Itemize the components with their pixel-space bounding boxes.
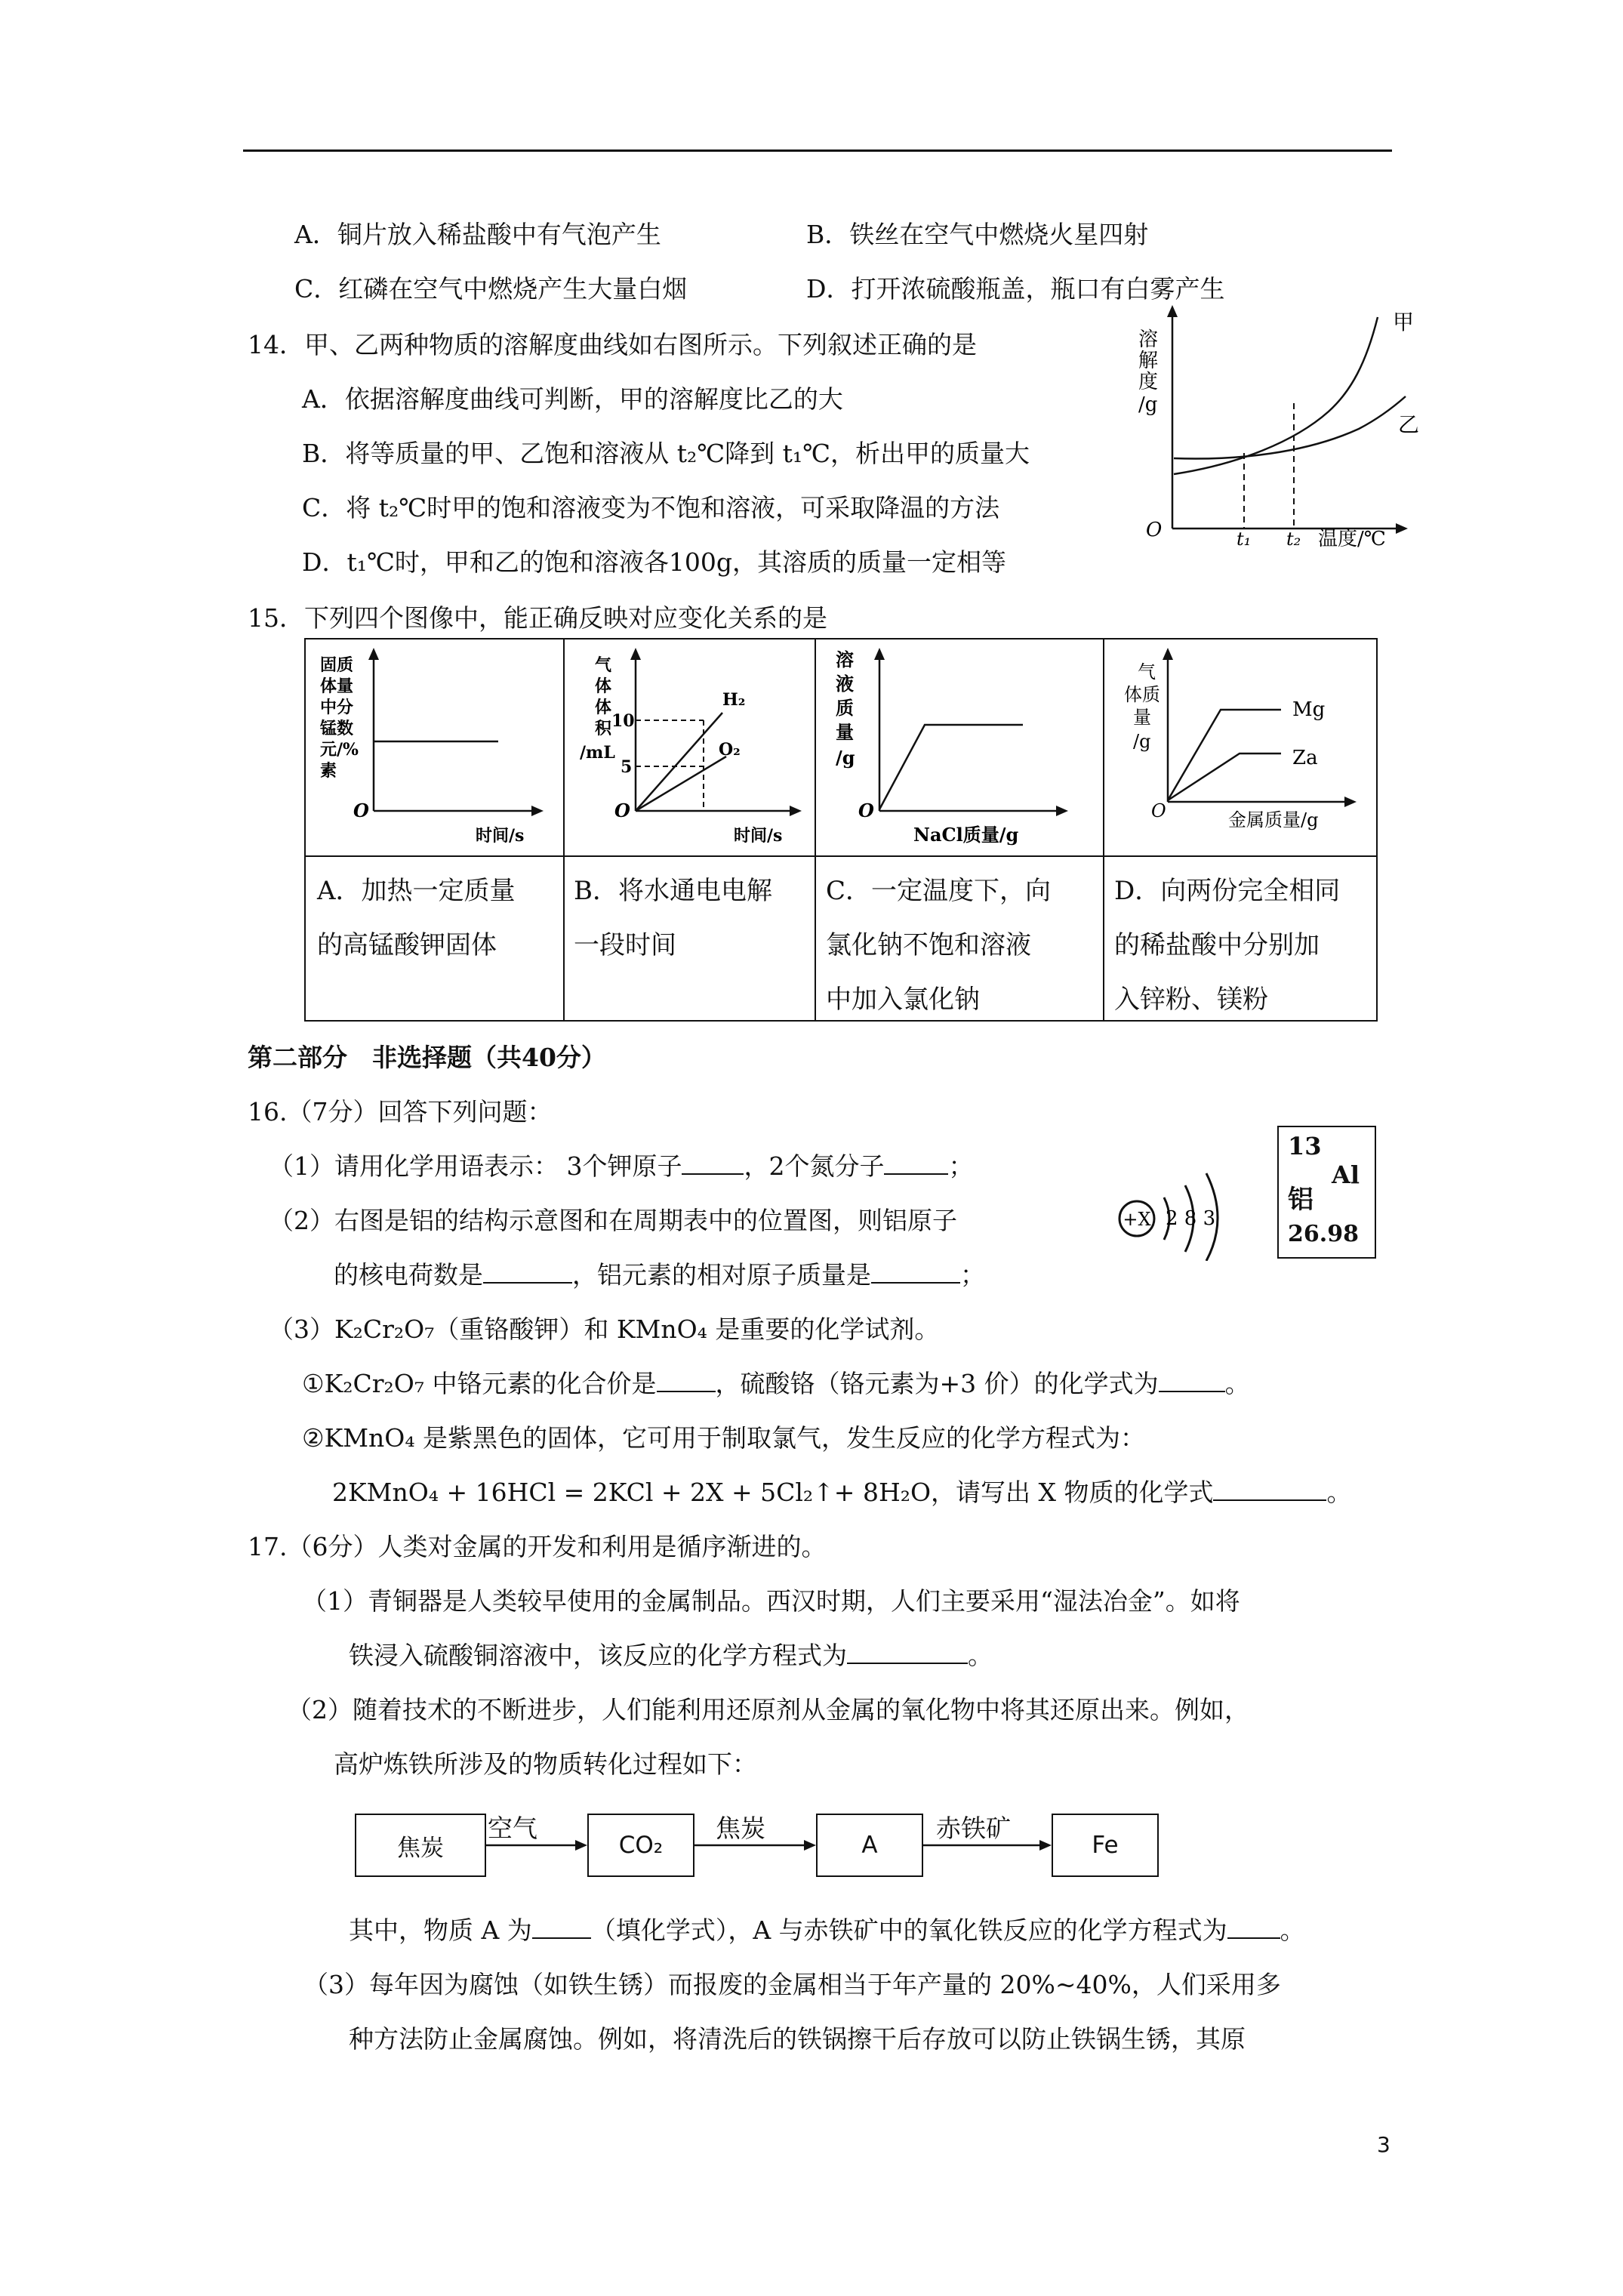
q16-blank-chromium-sulfate[interactable] (1159, 1368, 1225, 1392)
q14-ylabel-4: /g (1138, 393, 1158, 416)
q15a-ylabel-6: 素 (320, 761, 337, 781)
q15d-label-mg: Mg (1292, 698, 1326, 721)
q16-part2: （2）右图是铝的结构示意图和在周期表中的位置图，则铝原子 (269, 1206, 957, 1235)
q15-graph-d (1107, 643, 1373, 852)
q15b-label-o2: O₂ (719, 740, 741, 760)
q17-part1-line2: 铁浸入硫酸铜溶液中，该反应的化学方程式为 。 (349, 1641, 993, 1670)
page-number: 3 (1377, 2132, 1390, 2157)
part2-title: 第二部分 非选择题（共40分） (248, 1043, 606, 1072)
q15b-tick-5: 5 (621, 757, 633, 777)
q15d-ylabel-1: 气 (1138, 661, 1156, 683)
q14-curve-label-jia: 甲 (1393, 310, 1415, 334)
q15-caption-a-line1: A．加热一定质量 (317, 876, 516, 906)
flow-arrows (486, 1812, 1166, 1880)
q14-option-d: D．t₁℃时，甲和乙的饱和溶液各100g，其溶质的质量一定相等 (302, 547, 1006, 577)
q15d-origin: O (1151, 800, 1166, 821)
q17-part3-line2: 种方法防止金属腐蚀。例如，将清洗后的铁锅擦干后存放可以防止铁锅生锈，其原 (349, 2024, 1246, 2054)
q17-part1: （1）青铜器是人类较早使用的金属制品。西汉时期，人们主要采用“湿法冶金”。如将 (302, 1586, 1240, 1616)
q15c-ylabel-3: 质 (836, 697, 854, 719)
q16-part3c: 2KMnO₄ + 16HCl = 2KCl + 2X + 5Cl₂↑+ 8H₂O，请写出 X 物质的化学式 。 (332, 1478, 1352, 1507)
q14-option-c: C．将 t₂℃时甲的饱和溶液变为不饱和溶液，可采取降温的方法 (302, 493, 1000, 522)
q15c-ylabel-4: 量 (836, 721, 854, 743)
q15c-xlabel: NaCl质量/g (913, 824, 1019, 846)
q15d-ylabel-2: 体质 (1124, 684, 1160, 705)
aluminum-atom-structure-diagram (1102, 1155, 1246, 1261)
q15b-ylabel-3: 体 (595, 698, 612, 717)
q15b-ylabel-2: 体 (595, 676, 612, 696)
q15-stem: 15．下列四个图像中，能正确反映对应变化关系的是 (248, 603, 827, 633)
q15b-ylabel-5: /mL (580, 743, 615, 763)
q14-option-b: B．将等质量的甲、乙饱和溶液从 t₂℃降到 t₁℃，析出甲的质量大 (302, 439, 1030, 468)
q14-option-a: A．依据溶解度曲线可判断，甲的溶解度比乙的大 (302, 384, 843, 414)
flow-box-fe: Fe (1052, 1814, 1159, 1877)
q15b-ylabel-4: 积 (595, 719, 612, 738)
q17-blank-a-formula[interactable] (532, 1915, 591, 1939)
q14-t1: t₁ (1236, 529, 1252, 550)
q13-option-a: A．铜片放入稀盐酸中有气泡产生 (294, 220, 661, 249)
q13-option-b: B．铁丝在空气中燃烧火星四射 (806, 220, 1149, 249)
flow-box-coke: 焦炭 (355, 1814, 486, 1877)
q15-graph-c (819, 643, 1100, 852)
q16-part2-line2: 的核电荷数是 ，铝元素的相对原子质量是 ； (334, 1260, 985, 1290)
q15a-xlabel: 时间/s (476, 826, 525, 846)
q16-blank-x-formula[interactable] (1213, 1477, 1326, 1501)
element-atomic-mass: 26.98 (1288, 1221, 1359, 1247)
q16-blank-n2[interactable] (884, 1151, 948, 1175)
q15-caption-c-line3: 中加入氯化钠 (826, 985, 980, 1015)
q14-ylabel-2: 解 (1138, 350, 1159, 372)
q13-option-d: D．打开浓硫酸瓶盖，瓶口有白雾产生 (806, 274, 1225, 304)
header-rule (243, 149, 1392, 152)
q15b-label-h2: H₂ (722, 690, 746, 710)
q15d-ylabel-3: 量 (1133, 707, 1151, 728)
q16-blank-k-atoms[interactable] (682, 1151, 744, 1175)
aluminum-periodic-table-cell (1277, 1126, 1376, 1259)
q17-part2-answer: 其中，物质 A 为 （填化学式），A 与赤铁矿中的氧化铁反应的化学方程式为 。 (349, 1915, 1305, 1945)
q15c-ylabel-2: 液 (836, 673, 854, 695)
q15-caption-c-line1: C．一定温度下，向 (826, 876, 1052, 906)
q14-stem: 14．甲、乙两种物质的溶解度曲线如右图所示。下列叙述正确的是 (248, 330, 977, 359)
q15a-ylabel-3: 中分 (320, 698, 354, 717)
q15d-xlabel: 金属质量/g (1228, 809, 1319, 831)
q15a-ylabel-2: 体量 (320, 676, 354, 696)
q16-part3: （3）K₂Cr₂O₇（重铬酸钾）和 KMnO₄ 是重要的化学试剂。 (269, 1314, 940, 1344)
q15c-origin: O (858, 800, 874, 821)
flow-arrow-label-coke: 焦炭 (716, 1814, 765, 1843)
q15b-xlabel: 时间/s (734, 826, 783, 846)
q15b-ylabel-1: 气 (595, 655, 612, 675)
q15-caption-a-line2: 的高锰酸钾固体 (317, 930, 497, 960)
q15b-tick-10: 10 (611, 711, 635, 731)
q15b-origin: O (614, 800, 630, 821)
q17-part2-line2: 高炉炼铁所涉及的物质转化过程如下： (334, 1749, 757, 1779)
q17-blank-fe-cuso4-equation[interactable] (847, 1640, 968, 1664)
q15-caption-b-line1: B．将水通电电解 (574, 876, 772, 906)
flow-box-a: A (816, 1814, 923, 1877)
q15-caption-b-line2: 一段时间 (574, 930, 676, 960)
q16-blank-mass[interactable] (871, 1259, 960, 1284)
q17-stem: 17.（6分）人类对金属的开发和利用是循序渐进的。 (248, 1532, 827, 1561)
q17-blank-fe2o3-equation[interactable] (1227, 1915, 1280, 1939)
q15a-ylabel-1: 固质 (320, 655, 354, 675)
q17-part3: （3）每年因为腐蚀（如铁生锈）而报废的金属相当于年产量的 20%~40%，人们采用多 (303, 1970, 1281, 1999)
q15-caption-d-line2: 的稀盐酸中分别加 (1114, 930, 1320, 960)
q15c-ylabel-1: 溶 (836, 649, 854, 670)
flow-box-co2: CO₂ (587, 1814, 694, 1877)
q17-part2: （2）随着技术的不断进步，人们能利用还原剂从金属的氧化物中将其还原出来。例如， (287, 1695, 1249, 1724)
q15-graph-a (310, 643, 559, 852)
q16-part3b: ②KMnO₄ 是紫黑色的固体，它可用于制取氯气，发生反应的化学方程式为： (302, 1423, 1146, 1453)
q14-ylabel-1: 溶 (1138, 328, 1159, 351)
flow-arrow-label-hematite: 赤铁矿 (936, 1814, 1011, 1843)
q15-caption-c-line2: 氯化钠不饱和溶液 (826, 930, 1031, 960)
q14-xlabel: 温度/℃ (1318, 528, 1386, 550)
atom-shell-electrons: 2 8 3 (1166, 1207, 1216, 1230)
q14-ylabel-3: 度 (1138, 371, 1159, 393)
flow-arrow-label-air: 空气 (488, 1814, 537, 1843)
q16-part1: （1）请用化学用语表示： 3个钾原子 ，2个氮分子 ； (269, 1151, 974, 1181)
element-name: 铝 (1288, 1185, 1313, 1215)
q13-option-c: C．红磷在空气中燃烧产生大量白烟 (294, 274, 688, 304)
q16-blank-charge[interactable] (483, 1259, 572, 1284)
q15a-ylabel-5: 元/% (320, 740, 359, 760)
element-atomic-number: 13 (1288, 1132, 1322, 1160)
q16-stem: 16.（7分）回答下列问题： (248, 1097, 553, 1126)
element-symbol: Al (1332, 1160, 1360, 1189)
q14-origin: O (1146, 519, 1163, 541)
q15c-ylabel-5: /g (836, 747, 855, 769)
q14-curve-label-yi: 乙 (1398, 412, 1420, 437)
q15d-label-zn: Za (1292, 747, 1318, 769)
q15a-origin: O (353, 800, 369, 821)
q16-part3a: ①K₂Cr₂O₇ 中铬元素的化合价是 ，硫酸铬（铬元素为+3 价）的化学式为 。 (302, 1369, 1250, 1398)
q15-caption-d-line3: 入锌粉、镁粉 (1114, 985, 1268, 1015)
q15-graph-b (568, 643, 813, 852)
q14-solubility-graph (1132, 302, 1427, 551)
q15d-ylabel-4: /g (1133, 731, 1151, 752)
q16-blank-cr-valence[interactable] (657, 1368, 716, 1392)
q15a-ylabel-4: 锰数 (320, 719, 354, 738)
atom-nucleus-label: +X (1123, 1209, 1151, 1230)
q15-caption-d-line1: D．向两份完全相同 (1114, 876, 1341, 906)
q14-t2: t₂ (1286, 529, 1301, 550)
